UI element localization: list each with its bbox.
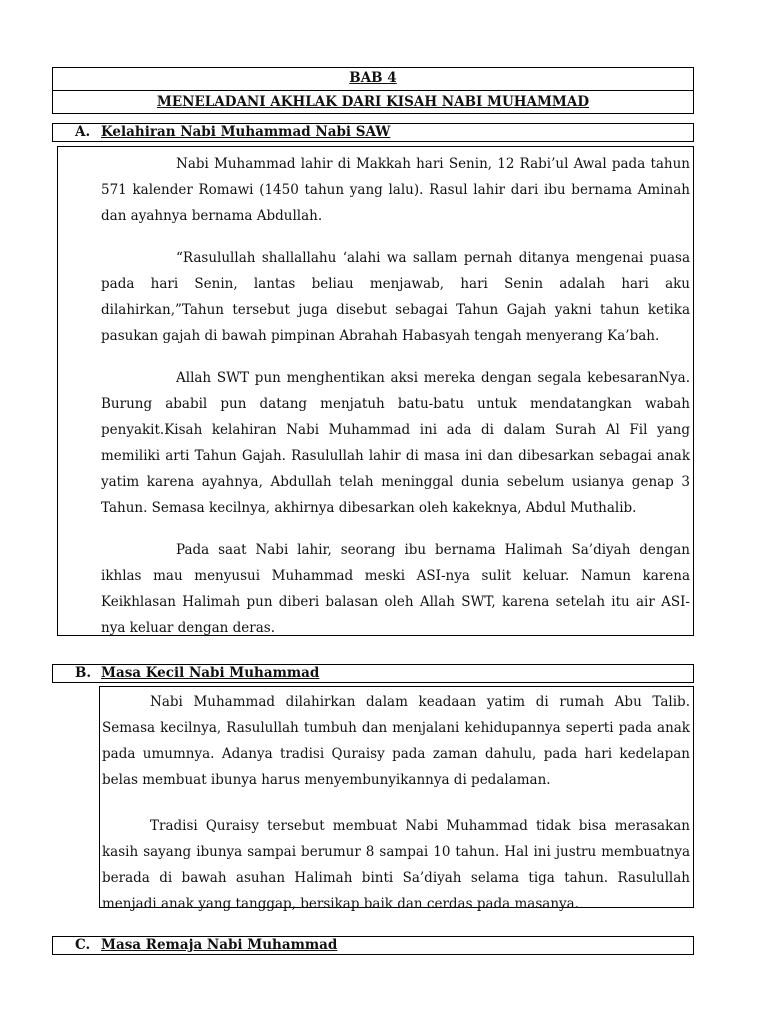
paragraph: Allah SWT pun menghentikan aksi mereka dengan segala kebesaranNya. Burung ababil pun datang menjatuh batu-batu untuk mendatangkan wabah penyakit.Kisah kelahiran Nabi Muhammad ini ada di dalam Surah Al Fil yang memiliki arti Tahun Gajah. Rasulullah lahir di masa ini dan dibesarkan sebagai anak yatim karena ayahnya, Abdullah telah meninggal dunia sebelum usianya genap 3 Tahun. Semasa kecilnya, akhirnya dibesarkan oleh kakeknya, Abdul Muthalib. [101, 370, 690, 516]
section-letter: B. [75, 665, 92, 681]
paragraph: “Rasulullah shallallahu ‘alahi wa sallam pernah ditanya mengenai puasa pada hari Senin, lantas beliau menjawab, hari Senin adalah hari aku dilahirkan,”Tahun tersebut juga disebut sebagai Tahun Gajah yakni tahun ketika pasukan gajah di bawah pimpinan Abrahah Habasyah tengah menyerang Ka’bah. [101, 250, 690, 344]
paragraph: Nabi Muhammad dilahirkan dalam keadaan yatim di rumah Abu Talib. Semasa kecilnya, Rasulullah tumbuh dan menjalani kehidupannya seperti pada anak pada umumnya. Adanya tradisi Quraisy pada zaman dahulu, pada hari kedelapan belas membuat ibunya harus menyembunyikannya di pedalaman. [102, 694, 690, 788]
paragraph: Pada saat Nabi lahir, seorang ibu bernama Halimah Sa’diyah dengan ikhlas mau menyusui Muhammad meski ASI-nya sulit keluar. Namun karena Keikhlasan Halimah pun diberi balasan oleh Allah SWT, karena setelah itu air ASI-nya keluar dengan deras. [101, 542, 690, 636]
paragraph: Nabi Muhammad lahir di Makkah hari Senin, 12 Rabi’ul Awal pada tahun 571 kalender Romawi (1450 tahun yang lalu). Rasul lahir dari ibu bernama Aminah dan ayahnya bernama Abdullah. [101, 156, 690, 224]
title-divider [53, 90, 693, 91]
chapter-title-box [52, 67, 694, 114]
chapter-title: MENELADANI AKHLAK DARI KISAH NABI MUHAMMAD [156, 94, 590, 110]
section-heading-text: Kelahiran Nabi Muhammad Nabi SAW [101, 124, 391, 140]
section-letter: A. [75, 124, 91, 140]
paragraph: Tradisi Quraisy tersebut membuat Nabi Muhammad tidak bisa merasakan kasih sayang ibunya sampai berumur 8 sampai 10 tahun. Hal ini justru membuatnya berada di bawah asuhan Halimah binti Sa’diyah selama tiga tahun. Rasulullah menjadi anak yang tanggap, bersikap baik dan cerdas pada masanya. [102, 818, 690, 912]
section-heading-text: Masa Remaja Nabi Muhammad [101, 937, 338, 953]
section-heading-c [52, 936, 694, 955]
section-heading-text: Masa Kecil Nabi Muhammad [101, 665, 320, 681]
chapter-number: BAB 4 [349, 70, 397, 86]
section-heading-b [52, 664, 694, 683]
section-a-content [57, 146, 694, 636]
section-letter: C. [75, 937, 91, 953]
section-heading-a [52, 123, 694, 142]
section-b-content [99, 686, 694, 912]
